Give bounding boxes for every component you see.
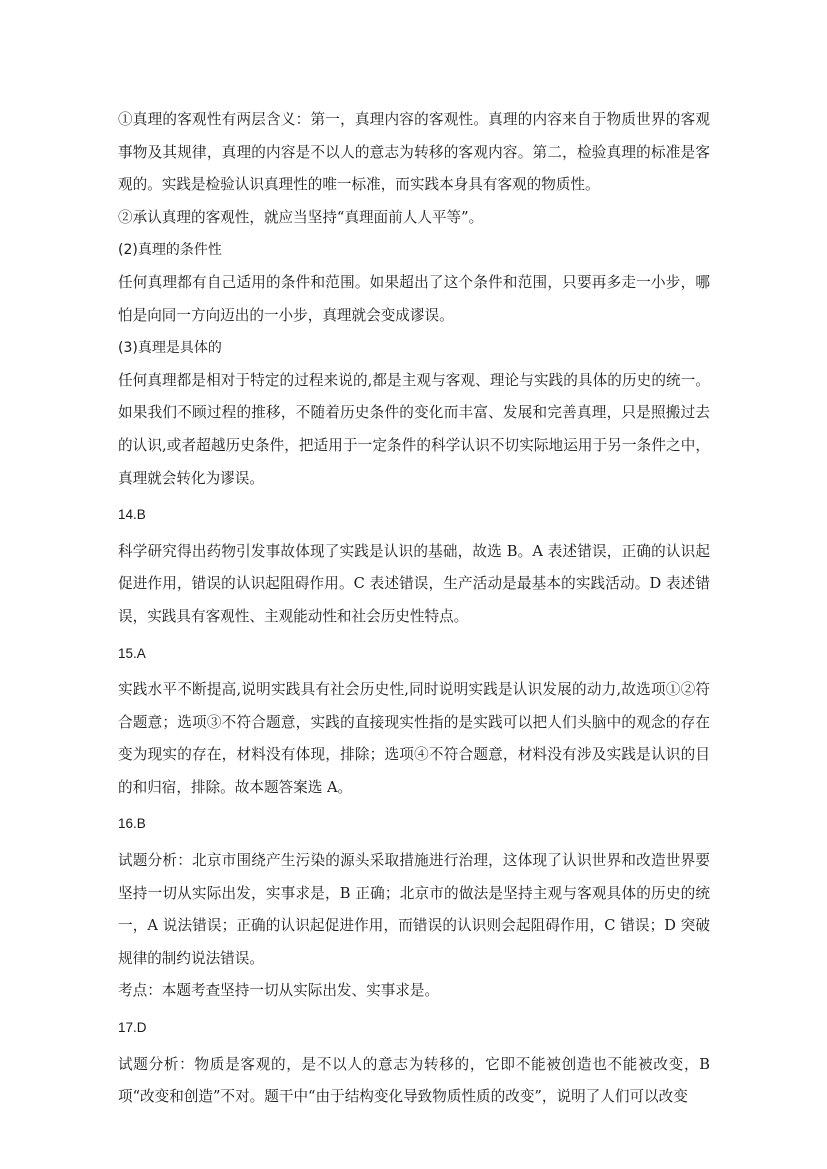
question-number-17: 17.D — [118, 1020, 147, 1036]
subheading-truth-concrete: (3)真理是具体的 — [118, 340, 222, 357]
paragraph-truth-equality: ②承认真理的客观性，就应当坚持“真理面前人人平等”。 — [118, 208, 484, 226]
paragraph-truth-objectivity: ①真理的客观性有两层含义：第一，真理内容的客观性。真理的内容来自于物质世界的客观事物及其规律，真理的内容是不以人的意志为转移的客观内容。第二，检验真理的标准是客观的。实践是检验认识真理性的唯一标准，而实践本身具有客观的物质性。 — [118, 111, 710, 194]
answer-knowledge-point-16: 考点：本题考查坚持一切从实际出发、实事求是。 — [118, 982, 440, 1000]
document-body — [118, 104, 710, 1114]
question-number-15: 15.A — [118, 645, 146, 661]
answer-explanation-17: 试题分析：物质是客观的，是不以人的意志为转移的，它即不能被创造也不能被改变，B 项“改变和创造”不对。题干中“由于结构变化导致物质性质的改变”，说明了人们可以改变 — [118, 1055, 710, 1106]
question-number-16: 16.B — [118, 816, 146, 832]
paragraph-truth-concrete: 任何真理都是相对于特定的过程来说的,都是主观与客观、理论与实践的具体的历史的统一。如果我们不顾过程的推移，不随着历史条件的变化而丰富、发展和完善真理，只是照搬过去的认识,或者超越历史条件，把适用于一定条件的科学认识不切实际地运用于另一条件之中，真理就会转化为谬误。 — [118, 371, 710, 487]
answer-explanation-16: 试题分析：北京市围绕产生污染的源头采取措施进行治理，这体现了认识世界和改造世界要坚持一切从实际出发，实事求是，B 正确；北京市的做法是坚持主观与客观具体的历史的统一，A 说法错误；正确的认识起促进作用，而错误的认识则会起阻碍作用，C 错误；D 突破规律的制约说法错误。 — [118, 852, 710, 967]
paragraph-truth-conditions: 任何真理都有自己适用的条件和范围。如果超出了这个条件和范围，只要再多走一小步，哪怕是向同一方向迈出的一小步，真理就会变成谬误。 — [118, 273, 710, 324]
answer-explanation-14: 科学研究得出药物引发事故体现了实践是认识的基础，故选 B。A 表述错误，正确的认识起促进作用，错误的认识起阻碍作用。C 表述错误，生产活动是最基本的实践活动。D 表述错误，实践具有客观性、主观能动性和社会历史性特点。 — [118, 542, 710, 625]
question-number-14: 14.B — [118, 507, 146, 523]
answer-explanation-15: 实践水平不断提高,说明实践具有社会历史性,同时说明实践是认识发展的动力,故选项①②符合题意；选项③不符合题意，实践的直接现实性指的是实践可以把人们头脑中的观念的存在变为现实的存在，材料没有体现，排除；选项④不符合题意，材料没有涉及实践是认识的目的和归宿，排除。故本题答案选 A。 — [118, 681, 710, 796]
subheading-truth-conditionality: (2)真理的条件性 — [118, 242, 222, 259]
